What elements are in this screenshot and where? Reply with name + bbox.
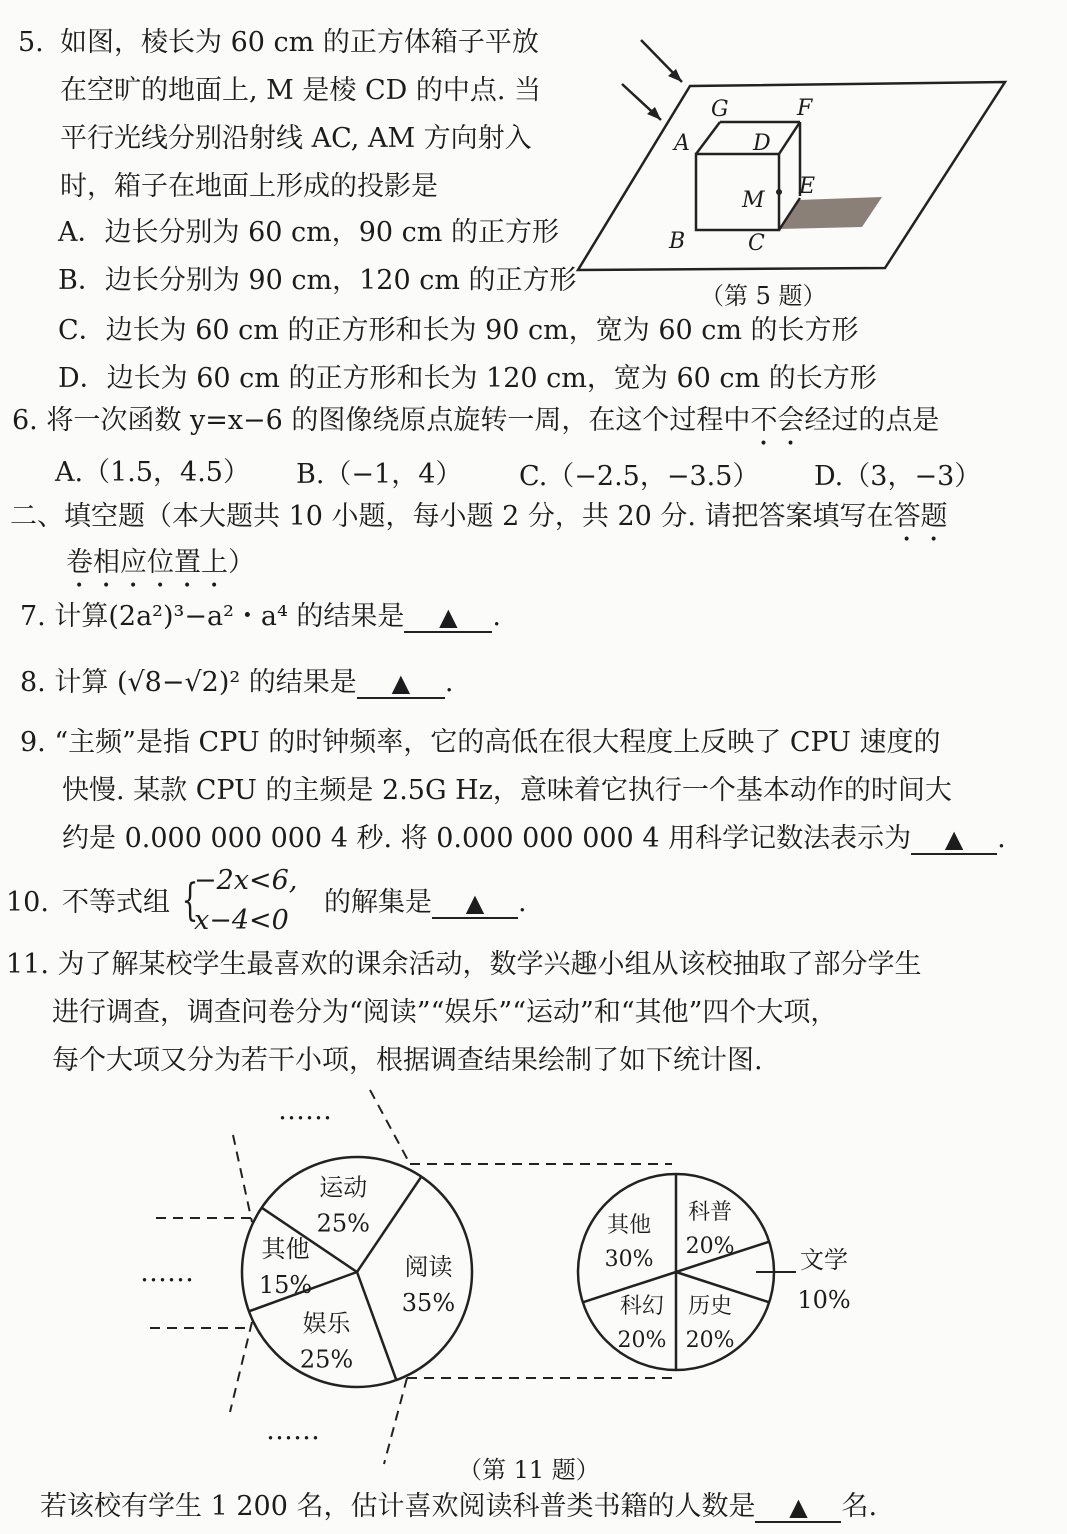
label-d: D bbox=[753, 131, 771, 156]
q5-stem-line: 在空旷的地面上, M 是棱 CD 的中点. 当 bbox=[60, 75, 542, 106]
q5-figure-caption: （第 5 题） bbox=[700, 282, 827, 310]
q11-answer-blank[interactable] bbox=[755, 1493, 841, 1523]
pie2-slice-value: 30% bbox=[604, 1246, 654, 1272]
ellipsis: …… bbox=[140, 1257, 194, 1288]
label-b: B bbox=[669, 229, 686, 254]
q10-number: 10. bbox=[6, 887, 49, 918]
q11-final-end: 名. bbox=[841, 1491, 878, 1522]
dashed-guide bbox=[233, 1135, 252, 1222]
q11-line: 进行调查，调查问卷分为“阅读”“娱乐”“运动”和“其他”四个大项， bbox=[52, 997, 838, 1028]
q11-number: 11. bbox=[6, 949, 49, 980]
dashed-guide bbox=[370, 1090, 410, 1164]
pie1-slice-label: 阅读 bbox=[404, 1252, 453, 1281]
q5-stem-line: 如图，棱长为 60 cm 的正方体箱子平放 bbox=[60, 27, 539, 58]
q10-end: . bbox=[518, 887, 527, 918]
label-f: F bbox=[797, 96, 813, 121]
q8-text: 计算 (√8−√2)² 的结果是 bbox=[54, 667, 357, 698]
section2-emphasis-2: 卷相应位置上 bbox=[66, 547, 228, 578]
pie1-slice-value: 35% bbox=[401, 1288, 456, 1317]
pie1-slice-value: 25% bbox=[316, 1209, 370, 1238]
q9-text: “主频”是指 CPU 的时钟频率，它的高低在很大程度上反映了 CPU 速度的 bbox=[54, 727, 941, 758]
triangle-icon: ▲ bbox=[465, 889, 485, 917]
label-c: C bbox=[748, 231, 765, 256]
q7-text: 计算(2a²)³−a²・a⁴ 的结果是 bbox=[54, 601, 405, 632]
label-m: M bbox=[742, 188, 765, 213]
pie2-slice-value: 10% bbox=[797, 1286, 851, 1314]
q9-number: 9. bbox=[20, 727, 46, 758]
triangle-icon: ▲ bbox=[944, 825, 964, 853]
pie2-slice-value: 20% bbox=[617, 1327, 667, 1353]
pie2-slice-label: 科幻 bbox=[619, 1293, 664, 1319]
dashed-guide bbox=[230, 1322, 252, 1412]
pie1-slice-value: 25% bbox=[299, 1345, 354, 1374]
label-g: G bbox=[711, 97, 729, 122]
q8-number: 8. bbox=[20, 667, 46, 698]
q5-stem-line: 时，箱子在地面上形成的投影是 bbox=[60, 171, 438, 202]
q5-number: 5. bbox=[18, 27, 44, 58]
section2-emphasis: 答题 bbox=[893, 501, 948, 532]
label-e: E bbox=[799, 174, 816, 199]
q10-brace: { bbox=[181, 875, 199, 926]
section2-heading-text: 二、填空题（本大题共 10 小题，每小题 2 分，共 20 分. 请把答案填写在 bbox=[10, 501, 894, 532]
pie1-slice-label: 其他 bbox=[261, 1235, 310, 1264]
q9-line: 快慢. 某款 CPU 的主频是 2.5G Hz，意味着它执行一个基本动作的时间大 bbox=[62, 775, 952, 806]
q9-end: . bbox=[997, 823, 1006, 854]
pie2-slice-label: 文学 bbox=[800, 1246, 848, 1274]
pie-main-categories bbox=[242, 1157, 472, 1387]
pie-reading-subcategories bbox=[578, 1174, 851, 1370]
pie2-slice-value: 20% bbox=[685, 1327, 735, 1353]
triangle-icon: ▲ bbox=[439, 603, 458, 631]
pie2-slice-value: 20% bbox=[685, 1234, 735, 1260]
q10-label: 不等式组 bbox=[62, 887, 170, 918]
pie1-slice-label: 娱乐 bbox=[302, 1309, 351, 1338]
q6-number: 6. bbox=[12, 405, 38, 436]
pie1-slice-value: 15% bbox=[258, 1271, 313, 1300]
q5-stem-line: 平行光线分别沿射线 AC, AM 方向射入 bbox=[60, 123, 532, 154]
section2-heading-end: ） bbox=[228, 547, 255, 578]
q10-inequality-1: −2x<6, bbox=[194, 865, 298, 896]
q6-stem-emphasis: 不会 bbox=[750, 405, 805, 436]
q11-final-text: 若该校有学生 1 200 名，估计喜欢阅读科普类书籍的人数是 bbox=[40, 1491, 756, 1522]
q5-option-c: C．边长为 60 cm 的正方形和长为 90 cm，宽为 60 cm 的长方形 bbox=[58, 315, 859, 346]
q11-text: 为了解某校学生最喜欢的课余活动，数学兴趣小组从该校抽取了部分学生 bbox=[57, 949, 922, 980]
q8-end: . bbox=[444, 667, 454, 698]
q5-option-a: A．边长分别为 60 cm，90 cm 的正方形 bbox=[58, 217, 559, 248]
q11-figure-caption: （第 11 题） bbox=[458, 1456, 600, 1484]
pie2-slice-label: 历史 bbox=[688, 1293, 733, 1319]
dashed-guide bbox=[384, 1378, 407, 1464]
triangle-icon: ▲ bbox=[789, 1493, 808, 1521]
q7-end: . bbox=[492, 601, 501, 632]
pie2-slice-label: 其他 bbox=[607, 1212, 652, 1238]
q6-option-c: C.（−2.5，−3.5） bbox=[519, 461, 760, 492]
q5-option-b: B．边长分别为 90 cm，120 cm 的正方形 bbox=[58, 265, 577, 296]
q6-option-d: D.（3，−3） bbox=[814, 461, 982, 492]
label-a: A bbox=[674, 131, 690, 156]
pie2-slice-label: 科普 bbox=[688, 1200, 733, 1226]
ellipsis: …… bbox=[278, 1095, 332, 1126]
pie1-slice-boundary bbox=[357, 1272, 396, 1380]
q11-final bbox=[40, 1490, 877, 1524]
q7-number: 7. bbox=[20, 601, 46, 632]
q9-text: 约是 0.000 000 000 4 秒. 将 0.000 000 000 4 用科学记数法表示为 bbox=[62, 823, 912, 854]
q11-line: 每个大项又分为若干小项，根据调查结果绘制了如下统计图. bbox=[52, 1045, 763, 1076]
q10-text: 的解集是 bbox=[324, 887, 432, 918]
pie1-slice-label: 运动 bbox=[319, 1173, 368, 1202]
q10-inequality-2: x−4<0 bbox=[194, 905, 289, 936]
q6-stem-text: 将一次函数 y=x−6 的图像绕原点旋转一周，在这个过程中 bbox=[46, 405, 751, 436]
q6-stem-end: 经过的点是 bbox=[804, 405, 940, 436]
q6-option-a: A.（1.5，4.5） bbox=[55, 457, 250, 488]
q5-option-d: D．边长为 60 cm 的正方形和长为 120 cm，宽为 60 cm 的长方形 bbox=[58, 363, 877, 394]
triangle-icon: ▲ bbox=[391, 669, 411, 697]
q6-option-b: B.（−1，4） bbox=[296, 459, 463, 490]
ellipsis: …… bbox=[266, 1415, 320, 1446]
